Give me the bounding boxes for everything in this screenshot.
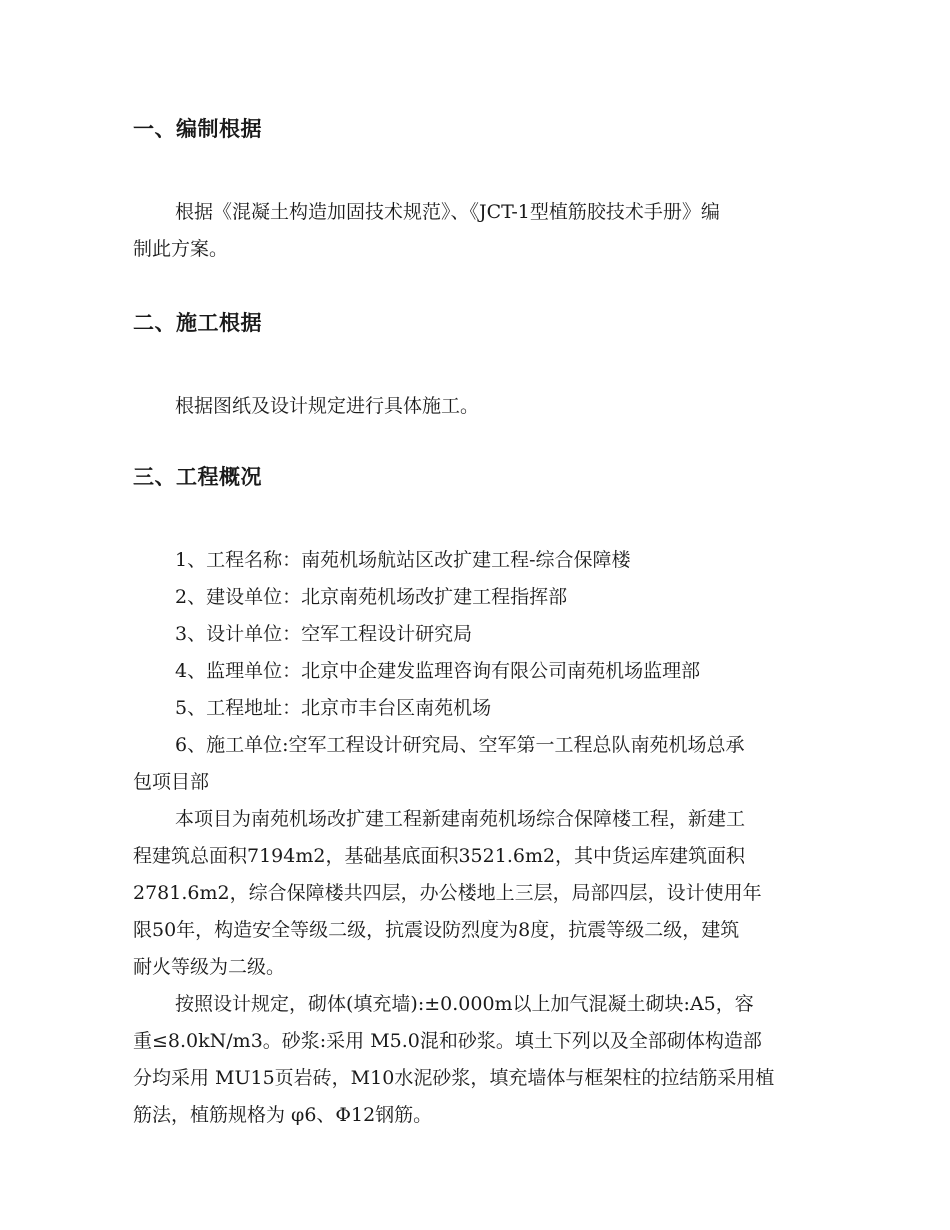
overview-paragraph-line-3: 2781.6m2，综合保障楼共四层，办公楼地上三层，局部四层，设计使用年 (133, 882, 762, 904)
basis-paragraph-line-1: 根据《混凝土构造加固技术规范》、《JCT-1型植筋胶技术手册》编 (175, 201, 720, 223)
overview-item-address: 5、工程地址：北京市丰台区南苑机场 (175, 697, 492, 719)
overview-paragraph-line-2: 程建筑总面积7194m2，基础基底面积3521.6m2，其中货运库建筑面积 (133, 845, 746, 867)
section-heading-overview: 三、工程概况 (133, 465, 262, 489)
overview-item-developer: 2、建设单位：北京南苑机场改扩建工程指挥部 (175, 586, 568, 608)
materials-paragraph-line-1: 按照设计规定，砌体(填充墙):±0.000m以上加气混凝土砌块:A5，容 (175, 993, 754, 1015)
basis-paragraph-line-2: 制此方案。 (133, 238, 229, 260)
section-heading-construction-basis: 二、施工根据 (133, 311, 262, 335)
materials-paragraph-line-4: 筋法，植筋规格为 φ6、Φ12钢筋。 (133, 1104, 433, 1126)
overview-paragraph-line-1: 本项目为南苑机场改扩建工程新建南苑机场综合保障楼工程，新建工 (175, 808, 746, 830)
overview-item-supervisor: 4、监理单位：北京中企建发监理咨询有限公司南苑机场监理部 (175, 660, 701, 682)
overview-paragraph-line-4: 限50年，构造安全等级二级，抗震设防烈度为8度，抗震等级二级，建筑 (133, 919, 740, 941)
overview-item-contractor-line-1: 6、施工单位:空军工程设计研究局、空军第一工程总队南苑机场总承 (175, 734, 745, 756)
materials-paragraph-line-3: 分均采用 MU15页岩砖，M10水泥砂浆，填充墙体与框架柱的拉结筋采用植 (133, 1067, 775, 1089)
construction-basis-paragraph: 根据图纸及设计规定进行具体施工。 (175, 395, 480, 417)
materials-paragraph-line-2: 重≤8.0kN/m3。砂浆:采用 M5.0混和砂浆。填土下列以及全部砌体构造部 (133, 1030, 762, 1052)
overview-item-project-name: 1、工程名称：南苑机场航站区改扩建工程-综合保障楼 (175, 549, 631, 571)
section-heading-basis: 一、编制根据 (133, 117, 262, 141)
overview-item-contractor-line-2: 包项目部 (133, 771, 210, 793)
overview-paragraph-line-5: 耐火等级为二级。 (133, 956, 286, 978)
overview-item-designer: 3、设计单位：空军工程设计研究局 (175, 623, 473, 645)
